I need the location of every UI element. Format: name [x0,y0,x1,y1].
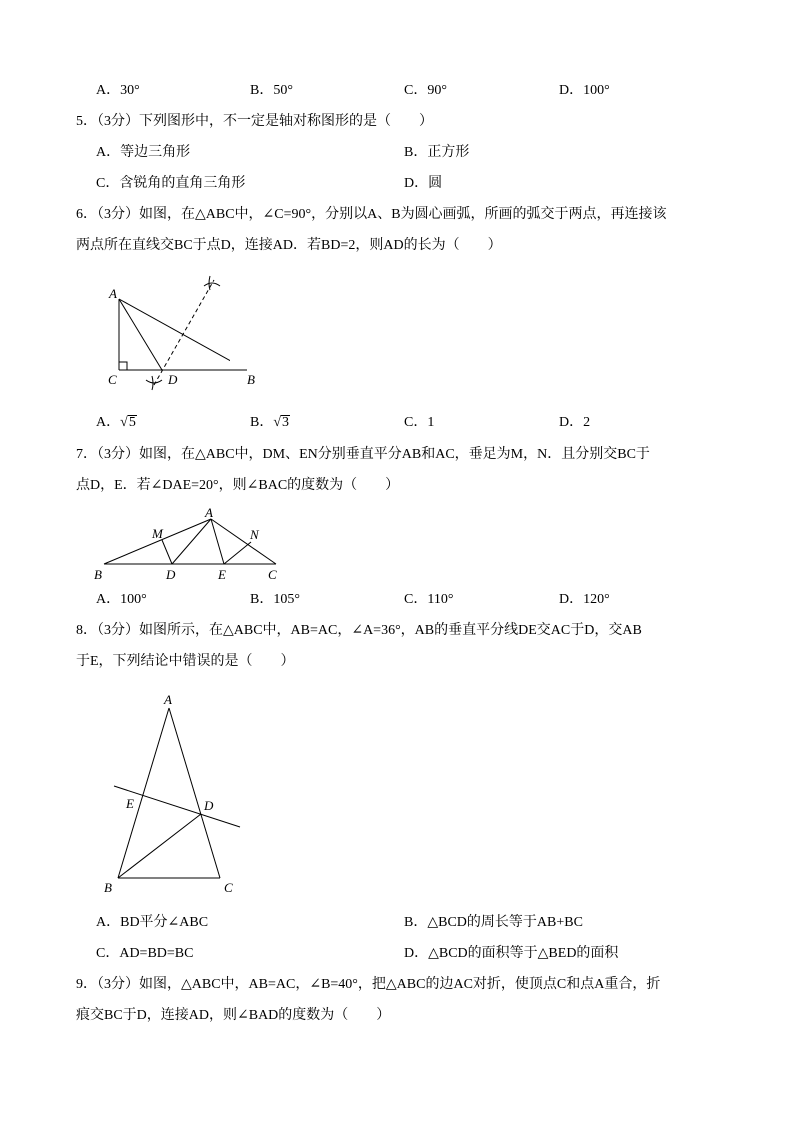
q7-label-a: A [205,505,213,520]
q7-stem-line2: 点D，E．若∠DAE=20°，则∠BAC的度数为（ ） [76,478,400,493]
q6-option-a [96,413,137,433]
q7-label-m: M [152,526,163,541]
q5-option-c: C．含锐角的直角三角形 [96,176,246,191]
q6-option-b [250,413,290,433]
sqrt-icon: √3 [273,415,290,430]
q4-option-b: B．50° [250,83,293,98]
q5-stem: 5．（3分）下列图形中，不一定是轴对称图形的是（ ） [76,114,433,129]
q7-label-c: C [268,567,277,582]
q6-label-b: B [247,372,255,387]
q6-option-a-prefix: A． [96,415,121,430]
q8-option-a: A．BD平分∠ABC [96,915,209,930]
q7-label-e: E [218,567,226,582]
q7-label-d: D [166,567,176,582]
q6-label-c: C [108,372,117,387]
q8-label-d: D [204,798,214,813]
q9-stem-line1: 9．（3分）如图，△ABC中，AB=AC，∠B=40°，把△ABC的边AC对折，使顶点C和点A重合，折 [76,977,661,992]
q8-label-e: E [126,796,134,811]
q4-option-a: A．30° [96,83,140,98]
q9-stem-line2: 痕交BC于D，连接AD，则∠BAD的度数为（ ） [76,1008,391,1023]
q4-option-d: D．100° [559,83,610,98]
q8-label-b: B [104,880,112,895]
q7-option-a: A．100° [96,592,147,607]
q6-stem-line2: 两点所在直线交BC于点D，连接AD．若BD=2，则AD的长为（ ） [76,238,502,253]
q6-option-c: C．1 [404,415,435,430]
q8-figure [96,688,246,898]
q7-option-b: B．105° [250,592,300,607]
q8-label-c: C [224,880,233,895]
q4-option-c: C．90° [404,83,447,98]
q8-option-b: B．△BCD的周长等于AB+BC [404,915,583,930]
q8-stem-line2: 于E，下列结论中错误的是（ ） [76,654,295,669]
q6-option-d: D．2 [559,415,591,430]
q7-label-n: N [250,527,259,542]
q7-figure [88,503,288,585]
q6-option-b-radicand: 3 [282,415,290,430]
q5-option-a: A．等边三角形 [96,145,191,160]
q7-stem-line1: 7．（3分）如图，在△ABC中，DM、EN分别垂直平分AB和AC，垂足为M，N．且分别交BC于 [76,447,650,462]
q6-option-a-radicand: 5 [128,415,136,430]
q8-stem-line1: 8．（3分）如图所示，在△ABC中，AB=AC，∠A=36°，AB的垂直平分线DE交AC于D，交AB [76,623,642,638]
q6-label-a: A [109,286,117,301]
q6-stem-line1: 6．（3分）如图，在△ABC中，∠C=90°，分别以A、B为圆心画弧，所画的弧交于两点，再连接该 [76,207,667,222]
q7-option-d: D．120° [559,592,610,607]
q7-option-c: C．110° [404,592,454,607]
q5-option-b: B．正方形 [404,145,470,160]
q8-label-a: A [164,692,172,707]
q6-label-d: D [168,372,178,387]
q6-figure [100,272,230,392]
sqrt-icon: √5 [120,415,136,430]
q7-label-b: B [94,567,102,582]
q6-option-b-prefix: B． [250,415,274,430]
q5-option-d: D．圆 [404,176,443,191]
q8-option-c: C．AD=BD=BC [96,946,194,961]
q8-option-d: D．△BCD的面积等于△BED的面积 [404,946,619,961]
q6-figure-right [230,272,270,392]
